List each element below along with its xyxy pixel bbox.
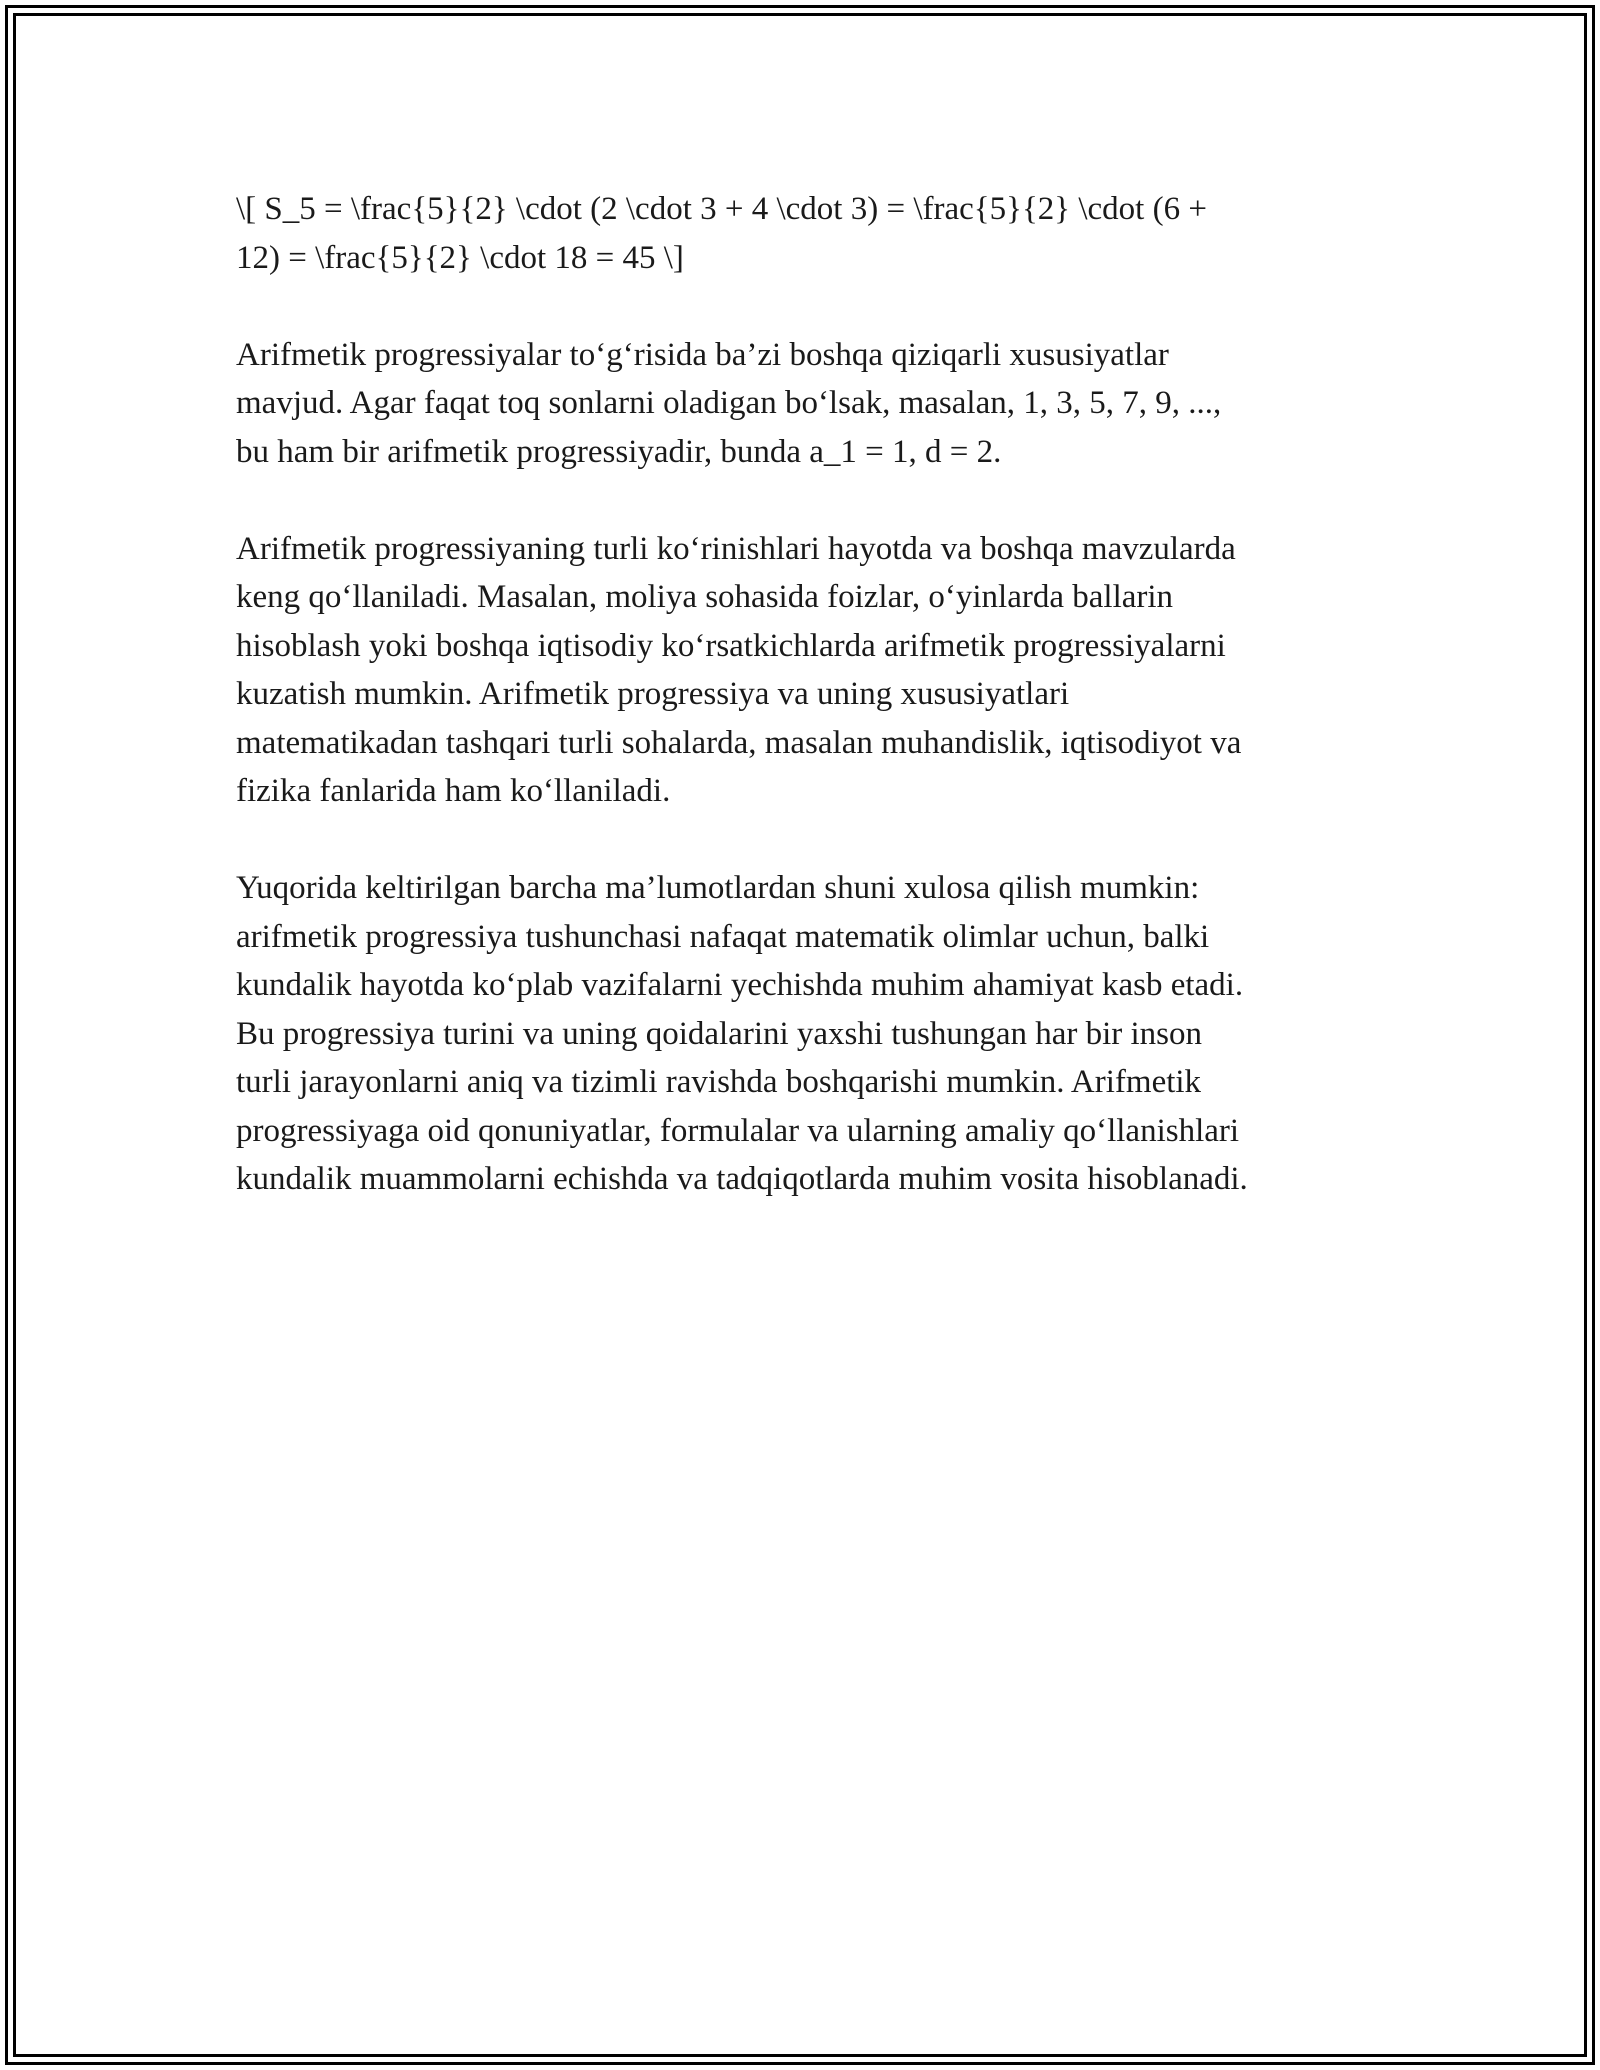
- applications-paragraph: Arifmetik progressiyaning turli ko‘rinishlari hayotda va boshqa mavzularda keng qo‘llaniladi. Masalan, moliya sohasida foizlar, o‘yinlarda ballarin hisoblash yoki boshqa iqtisodiy ko‘rsatkichlarda arifmetik progressiyalarni kuzatish mumkin. Arifmetik progressiya va uning xususiyatlari matematikadan tashqari turli sohalarda, masalan muhandislik, iqtisodiyot va fizika fanlarida ham ko‘llaniladi.: [236, 530, 1242, 809]
- odd-numbers-paragraph: Arifmetik progressiyalar to‘g‘risida ba’zi boshqa qiziqarli xususiyatlar mavjud. Agar faqat toq sonlarni oladigan bo‘lsak, masalan, 1, 3, 5, 7, 9, ..., bu ham bir arifmetik progressiyadir, bunda a_1 = 1, d = 2.: [236, 336, 1222, 470]
- formula-paragraph: \[ S_5 = \frac{5}{2} \cdot (2 \cdot 3 + 4 \cdot 3) = \frac{5}{2} \cdot (6 + 12) = \frac{5}{2} \cdot 18 = 45 \]: [236, 191, 1207, 276]
- document-body: [236, 185, 1366, 1252]
- conclusion-paragraph: Yuqorida keltirilgan barcha ma’lumotlardan shuni xulosa qilish mumkin: arifmetik progressiya tushunchasi nafaqat matematik olimlar uchun, balki kundalik hayotda ko‘plab vazifalarni yechishda muhim ahamiyat kasb etadi. Bu progressiya turini va uning qoidalarini yaxshi tushungan har bir inson turli jarayonlarni aniq va tizimli ravishda boshqarishi mumkin. Arifmetik progressiyaga oid qonuniyatlar, formulalar va ularning amaliy qo‘llanishlari kundalik muammolarni echishda va tadqiqotlarda muhim vosita hisoblanadi.: [236, 870, 1248, 1197]
